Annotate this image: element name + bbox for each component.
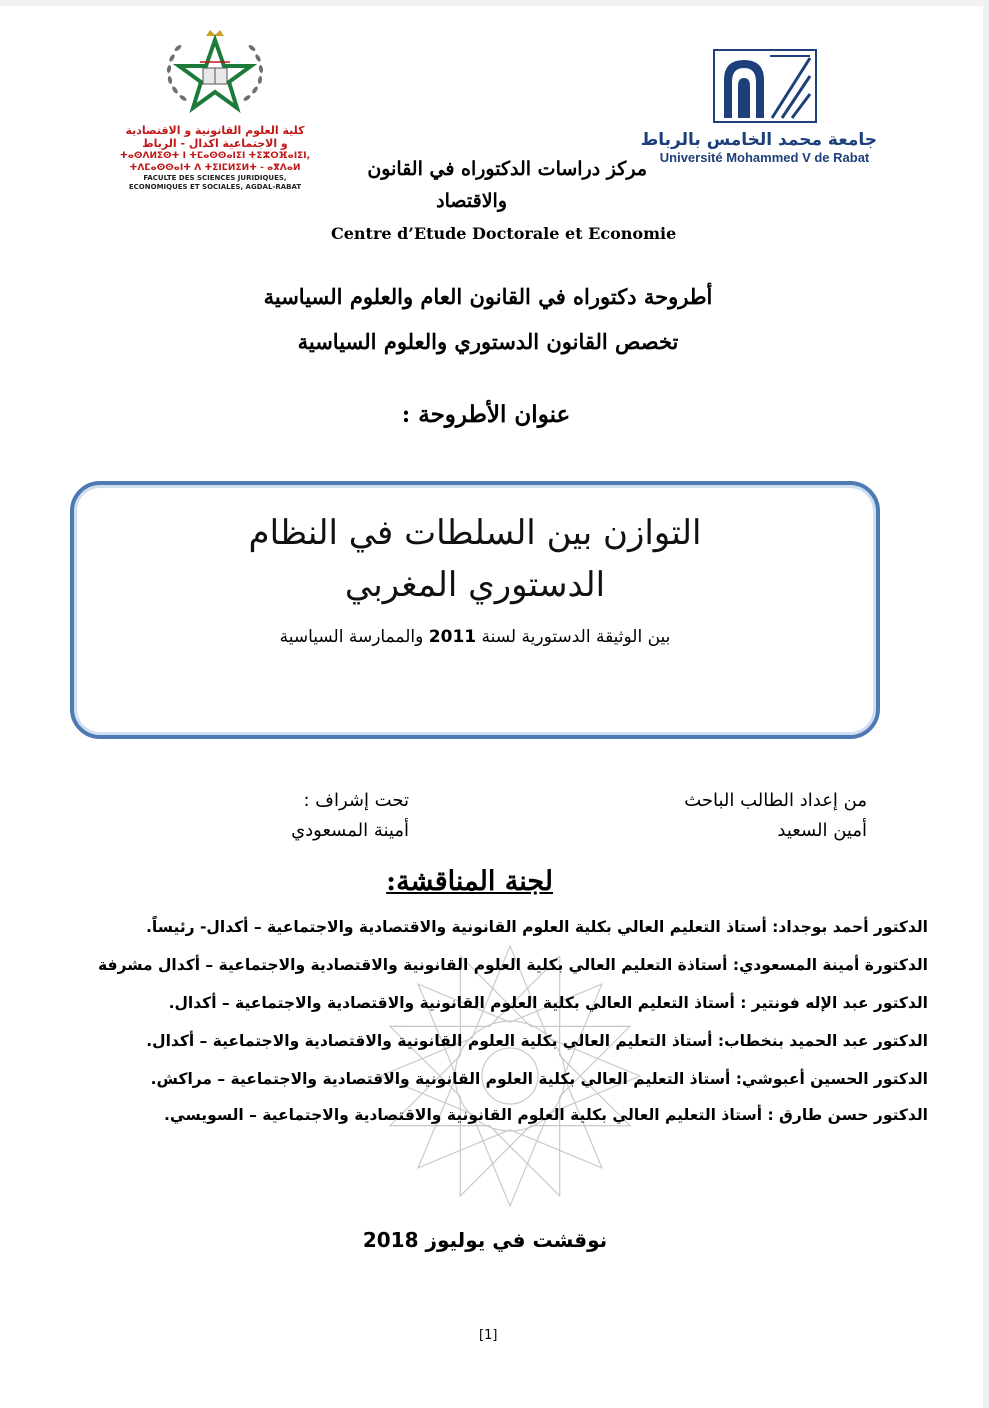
committee-member: الدكتورة أمينة المسعودي: أستاذة التعليم العالي بكلية العلوم القانونية والاقتصادية والاجتماعية – أكدال مشرفة	[98, 956, 928, 974]
faculty-name-ar-2: و الاجتماعية اكدال - الرباط	[142, 137, 288, 150]
centre-name-ar-1: مركز دراسات الدكتوراه في القانون	[367, 158, 647, 180]
committee-member: الدكتور أحمد بوجداد: أستاذ التعليم العالي بكلية العلوم القانونية والاقتصادية والاجتماعية – أكدال- رئيساً.	[146, 918, 928, 936]
university-name-fr: Université Mohammed V de Rabat	[659, 150, 870, 165]
centre-name-fr: Centre d’Etude Doctorale et Economie	[331, 224, 677, 243]
faculty-name-tifinagh-2: ⵜⴷⵎⴰⵙⵙⴰⵏⵜ ⴷ ⵜⵉⵏⵎⵍⵉⵍⵜ - ⴰⴳⴷⴰⵍ	[129, 163, 301, 173]
subtitle-before: بين الوثيقة الدستورية لسنة	[481, 627, 671, 647]
committee-heading: لجنة المناقشة:	[386, 866, 553, 897]
thesis-specialty: تخصص القانون الدستوري والعلوم السياسية	[297, 329, 679, 354]
committee-member: الدكتور عبد الحميد بنخطاب: أستاذ التعليم العالي بكلية العلوم القانونية والاقتصادية والاجتماعية – أكدال.	[146, 1032, 928, 1050]
subtitle-year: 2011	[428, 627, 477, 647]
thesis-title-heading: عنوان الأطروحة :	[401, 401, 571, 428]
centre-name-ar-2: والاقتصاد	[436, 190, 507, 212]
supervisor-name: أمينة المسعودي	[291, 820, 409, 841]
committee-member: الدكتور الحسين أعبوشي: أستاذ التعليم العالي بكلية العلوم القانونية والاقتصادية والاجتماعية – مراكش.	[150, 1070, 928, 1088]
thesis-type: أطروحة دكتوراه في القانون العام والعلوم السياسية	[263, 284, 713, 309]
thesis-title-box	[70, 481, 880, 739]
university-arches-icon	[710, 46, 820, 126]
thesis-title-line-1: التوازن بين السلطات في النظام	[248, 513, 702, 553]
document-page	[0, 6, 983, 1408]
committee-member: الدكتور عبد الإله فونتير : أستاذ التعليم العالي بكلية العلوم القانونية والاقتصادية والاجتماعية – أكدال.	[168, 994, 928, 1012]
faculty-logo	[110, 28, 320, 198]
page-number: [1]	[479, 1328, 498, 1343]
faculty-name-ar-1: كلية العلوم القانونية و الاقتصادية	[125, 124, 305, 137]
faculty-name-fr-1: FACULTE DES SCIENCES JURIDIQUES,	[143, 174, 287, 182]
subtitle-after: والممارسة السياسية	[279, 627, 424, 647]
defense-date: نوقشت في يوليوز 2018	[362, 1228, 608, 1252]
author-name: أمين السعيد	[777, 820, 867, 841]
committee-member: الدكتور حسن طارق : أستاذ التعليم العالي بكلية العلوم القانونية والاقتصادية والاجتماعية – السويسي.	[163, 1106, 928, 1124]
university-name-ar: جامعة محمد الخامس بالرباط	[640, 130, 877, 150]
faculty-name-tifinagh-1: ⵜⴰⵙⴷⵍⵉⵙⵜ ⵏ ⵜⵎⴰⵙⵙⴰⵏⵉⵏ ⵜⵉⵣⵔⴼⴰⵏⵉⵏ,	[119, 151, 311, 161]
thesis-subtitle	[74, 627, 876, 647]
thesis-title-line-2: الدستوري المغربي	[344, 565, 606, 605]
university-logo	[640, 46, 877, 171]
supervisor-label: تحت إشراف :	[303, 790, 409, 811]
faculty-name-fr-2: ECONOMIQUES ET SOCIALES, AGDAL-RABAT	[128, 183, 302, 191]
star-emblem-icon	[140, 28, 290, 120]
author-label: من إعداد الطالب الباحث	[684, 790, 867, 811]
